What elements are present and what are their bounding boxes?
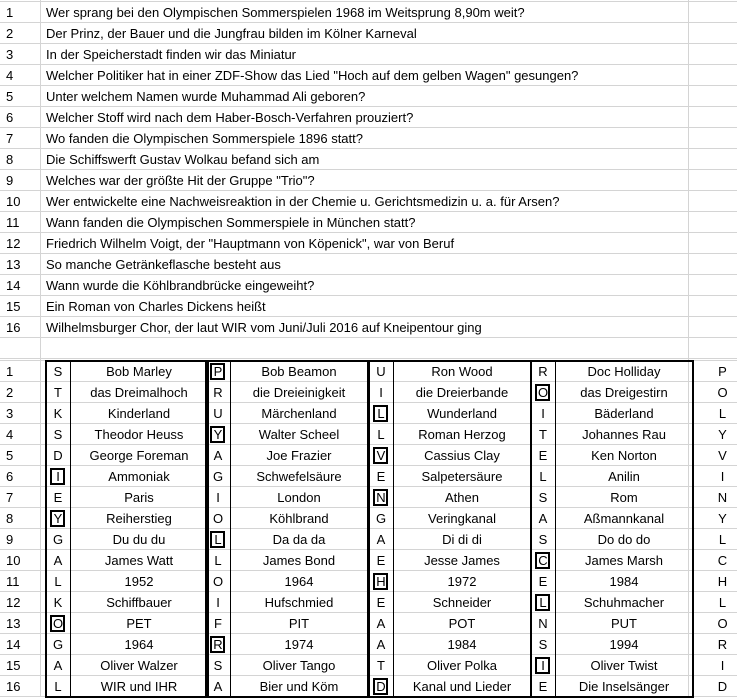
option-letter[interactable]: O [212, 574, 224, 589]
option-letter[interactable]: D [376, 679, 386, 694]
question-row [0, 2, 737, 23]
option-answer[interactable]: Köhlbrand [269, 511, 329, 526]
question-row [0, 212, 737, 233]
option-letter[interactable]: R [213, 637, 223, 652]
option-letter[interactable]: N [376, 490, 386, 505]
question-row [0, 149, 737, 170]
correct-letter-box [535, 552, 550, 569]
answer-number[interactable]: 5 [6, 448, 14, 463]
solution-letter[interactable]: Y [718, 511, 727, 526]
option-letter[interactable]: D [53, 448, 63, 463]
option-answer[interactable]: Schwefelsäure [256, 469, 342, 484]
question-text[interactable]: Wer entwickelte eine Nachweisreaktion in der Chemie u. Gerichtsmedizin u. a. für Arsen? [46, 194, 560, 209]
option-letter[interactable]: S [538, 490, 548, 505]
option-answer[interactable]: Doc Holliday [587, 364, 661, 379]
option-letter[interactable]: E [538, 679, 548, 694]
option-letter[interactable]: I [379, 385, 383, 400]
answer-number[interactable]: 15 [6, 658, 21, 673]
answer-number[interactable]: 12 [6, 595, 21, 610]
option-letter[interactable]: U [376, 364, 386, 379]
option-answer[interactable]: Johannes Rau [582, 427, 666, 442]
option-answer[interactable]: Rom [610, 490, 638, 505]
option-answer[interactable]: Schneider [432, 595, 492, 610]
option-answer[interactable]: das Dreimalhoch [90, 385, 188, 400]
option-letter[interactable]: S [53, 364, 63, 379]
option-answer[interactable]: PET [126, 616, 152, 631]
option-letter[interactable]: S [213, 658, 223, 673]
question-number[interactable]: 10 [6, 194, 21, 209]
option-letter[interactable]: L [214, 553, 222, 568]
question-number[interactable]: 4 [6, 68, 14, 83]
answer-number[interactable]: 2 [6, 385, 14, 400]
option-answer[interactable]: Schiffbauer [106, 595, 172, 610]
option-letter[interactable]: A [213, 448, 223, 463]
question-text[interactable]: Unter welchem Namen wurde Muhammad Ali geboren? [46, 89, 366, 104]
option-answer[interactable]: Ken Norton [591, 448, 657, 463]
answer-number[interactable]: 7 [6, 490, 14, 505]
question-row [0, 107, 737, 128]
answer-number[interactable]: 16 [6, 679, 21, 694]
option-letter[interactable]: G [52, 637, 64, 652]
question-number[interactable]: 3 [6, 47, 14, 62]
question-row [0, 275, 737, 296]
option-answer[interactable]: PUT [611, 616, 637, 631]
option-answer[interactable]: Aßmannkanal [583, 511, 665, 526]
question-number[interactable]: 8 [6, 152, 14, 167]
option-answer[interactable]: Oliver Tango [262, 658, 336, 673]
option-answer[interactable]: Athen [445, 490, 479, 505]
answer-row [0, 403, 737, 424]
option-answer[interactable]: POT [448, 616, 476, 631]
gridline-horizontal [0, 358, 737, 359]
option-answer[interactable]: 1972 [447, 574, 477, 589]
option-letter[interactable]: A [53, 658, 63, 673]
question-row [0, 317, 737, 338]
question-text[interactable]: Der Prinz, der Bauer und die Jungfrau bilden im Kölner Karneval [46, 26, 417, 41]
question-text[interactable]: Welcher Stoff wird nach dem Haber-Bosch-Verfahren prouziert? [46, 110, 414, 125]
option-letter[interactable]: C [538, 553, 548, 568]
question-text[interactable]: Wann wurde die Köhlbrandbrücke eingeweiht? [46, 278, 315, 293]
option-answer[interactable]: Bob Marley [106, 364, 172, 379]
option-answer[interactable]: 1964 [124, 637, 154, 652]
option-letter[interactable]: N [538, 616, 548, 631]
option-answer[interactable]: Märchenland [261, 406, 337, 421]
question-row [0, 233, 737, 254]
option-letter[interactable]: L [377, 406, 385, 421]
option-letter[interactable]: K [53, 406, 63, 421]
answer-number[interactable]: 4 [6, 427, 14, 442]
option-answer[interactable]: Salpetersäure [421, 469, 503, 484]
correct-letter-box [210, 363, 225, 380]
question-number[interactable]: 6 [6, 110, 14, 125]
option-answer[interactable]: Wunderland [427, 406, 497, 421]
question-text[interactable]: Welcher Politiker hat in einer ZDF-Show das Lied "Hoch auf dem gelben Wagen" gesungen? [46, 68, 579, 83]
correct-letter-box [373, 489, 388, 506]
option-letter[interactable]: K [53, 595, 63, 610]
option-answer[interactable]: 1984 [609, 574, 639, 589]
question-number[interactable]: 16 [6, 320, 21, 335]
option-answer[interactable]: Do do do [597, 532, 651, 547]
question-text[interactable]: Wilhelmsburger Chor, der laut WIR vom Juni/Juli 2016 auf Kneipentour ging [46, 320, 482, 335]
answer-row [0, 550, 737, 571]
solution-letter[interactable]: C [717, 553, 728, 568]
answer-row [0, 529, 737, 550]
option-letter[interactable]: I [216, 595, 220, 610]
option-letter[interactable]: H [376, 574, 386, 589]
option-letter[interactable]: R [538, 364, 548, 379]
option-answer[interactable]: PIT [288, 616, 310, 631]
answer-number[interactable]: 11 [6, 574, 20, 589]
option-answer[interactable]: Anilin [608, 469, 640, 484]
answer-row [0, 655, 737, 676]
option-letter[interactable]: E [538, 448, 548, 463]
option-letter[interactable]: L [377, 427, 385, 442]
option-answer[interactable]: 1952 [124, 574, 154, 589]
solution-letter[interactable]: I [720, 469, 725, 484]
solution-letter[interactable]: R [717, 637, 728, 652]
answer-number[interactable]: 1 [6, 364, 14, 379]
solution-letter[interactable]: V [718, 448, 727, 463]
option-answer[interactable]: Schuhmacher [583, 595, 665, 610]
solution-letter[interactable]: I [720, 658, 725, 673]
option-letter[interactable]: A [376, 532, 386, 547]
option-answer[interactable]: Di di di [442, 532, 482, 547]
correct-letter-box [373, 405, 388, 422]
answer-row [0, 676, 737, 697]
option-answer[interactable]: Theodor Heuss [94, 427, 184, 442]
option-letter[interactable]: S [538, 532, 548, 547]
correct-letter-box [50, 510, 65, 527]
answer-row [0, 508, 737, 529]
option-answer[interactable]: Da da da [272, 532, 326, 547]
option-letter[interactable]: L [54, 574, 62, 589]
option-letter[interactable]: I [541, 658, 545, 673]
question-number[interactable]: 1 [6, 5, 14, 20]
option-letter[interactable]: A [376, 616, 386, 631]
correct-letter-box [535, 657, 550, 674]
answer-number[interactable]: 9 [6, 532, 14, 547]
solution-letter[interactable]: O [717, 385, 728, 400]
solution-letter[interactable]: Y [718, 427, 727, 442]
option-answer[interactable]: Walter Scheel [258, 427, 340, 442]
question-text[interactable]: Welches war der größte Hit der Gruppe "Trio"? [46, 173, 315, 188]
option-answer[interactable]: Bäderland [594, 406, 654, 421]
option-answer[interactable]: Veringkanal [428, 511, 496, 526]
correct-letter-box [50, 615, 65, 632]
option-answer[interactable]: Jesse James [424, 553, 500, 568]
option-letter[interactable]: F [214, 616, 222, 631]
question-text[interactable]: Die Schiffswerft Gustav Wolkau befand sich am [46, 152, 320, 167]
option-answer[interactable]: London [277, 490, 321, 505]
option-letter[interactable]: E [376, 469, 386, 484]
option-letter[interactable]: O [52, 616, 64, 631]
solution-letter[interactable]: L [718, 532, 727, 547]
option-letter[interactable]: T [539, 427, 547, 442]
answer-row [0, 361, 737, 382]
correct-letter-box [50, 468, 65, 485]
option-answer[interactable]: Kinderland [107, 406, 171, 421]
question-row [0, 296, 737, 317]
question-text[interactable]: So manche Getränkeflasche besteht aus [46, 257, 281, 272]
question-row [0, 254, 737, 275]
option-letter[interactable]: V [376, 448, 386, 463]
option-answer[interactable]: Paris [124, 490, 154, 505]
answer-row [0, 592, 737, 613]
question-number[interactable]: 11 [6, 215, 20, 230]
question-number[interactable]: 15 [6, 299, 21, 314]
question-text[interactable]: Friedrich Wilhelm Voigt, der "Hauptmann von Köpenick", war von Beruf [46, 236, 455, 251]
option-letter[interactable]: A [53, 553, 63, 568]
answer-number[interactable]: 3 [6, 406, 14, 421]
option-answer[interactable]: Ron Wood [431, 364, 493, 379]
option-letter[interactable]: E [538, 574, 548, 589]
option-letter[interactable]: L [214, 532, 222, 547]
option-answer[interactable]: Roman Herzog [418, 427, 506, 442]
question-number[interactable]: 7 [6, 131, 14, 146]
option-letter[interactable]: G [52, 532, 64, 547]
option-letter[interactable]: A [538, 511, 548, 526]
solution-letter[interactable]: D [717, 679, 728, 694]
answer-row [0, 445, 737, 466]
question-number[interactable]: 2 [6, 26, 14, 41]
solution-letter[interactable]: L [718, 406, 727, 421]
question-number[interactable]: 13 [6, 257, 21, 272]
option-answer[interactable]: die Dreieinigkeit [252, 385, 346, 400]
answer-number[interactable]: 10 [6, 553, 21, 568]
question-row [0, 191, 737, 212]
option-letter[interactable]: T [377, 658, 385, 673]
option-letter[interactable]: O [537, 385, 549, 400]
option-letter[interactable]: L [539, 595, 547, 610]
option-letter[interactable]: P [213, 364, 223, 379]
answer-row [0, 571, 737, 592]
option-answer[interactable]: Oliver Twist [590, 658, 658, 673]
option-answer[interactable]: Joe Frazier [266, 448, 332, 463]
option-answer[interactable]: 1994 [609, 637, 639, 652]
option-letter[interactable]: O [212, 511, 224, 526]
question-text[interactable]: Wer sprang bei den Olympischen Sommerspielen 1968 im Weitsprung 8,90m weit? [46, 5, 525, 20]
option-answer[interactable]: die Dreierbande [415, 385, 509, 400]
answer-row [0, 466, 737, 487]
correct-letter-box [210, 636, 225, 653]
question-number[interactable]: 5 [6, 89, 14, 104]
option-letter[interactable]: E [53, 490, 63, 505]
correct-letter-box [373, 573, 388, 590]
option-letter[interactable]: T [54, 385, 62, 400]
question-row [0, 44, 737, 65]
option-answer[interactable]: Ammoniak [108, 469, 170, 484]
option-answer[interactable]: Bob Beamon [261, 364, 337, 379]
solution-letter[interactable]: L [718, 595, 727, 610]
question-row [0, 65, 737, 86]
option-letter[interactable]: G [375, 511, 387, 526]
question-row [0, 170, 737, 191]
question-number[interactable]: 14 [6, 278, 21, 293]
option-answer[interactable]: James Bond [262, 553, 336, 568]
answer-number[interactable]: 6 [6, 469, 14, 484]
correct-letter-box [535, 384, 550, 401]
option-letter[interactable]: A [376, 637, 386, 652]
question-row [0, 86, 737, 107]
option-letter[interactable]: A [213, 679, 223, 694]
option-answer[interactable]: George Foreman [89, 448, 189, 463]
option-letter[interactable]: Y [53, 511, 63, 526]
option-answer[interactable]: 1984 [447, 637, 477, 652]
answer-number[interactable]: 13 [6, 616, 21, 631]
correct-letter-box [373, 447, 388, 464]
option-answer[interactable]: Cassius Clay [424, 448, 500, 463]
option-answer[interactable]: 1974 [284, 637, 314, 652]
option-letter[interactable]: I [56, 469, 60, 484]
answer-row [0, 382, 737, 403]
option-answer[interactable]: das Dreigestirn [580, 385, 668, 400]
option-answer[interactable]: Reiherstieg [106, 511, 172, 526]
option-letter[interactable]: U [213, 406, 223, 421]
option-letter[interactable]: E [376, 553, 386, 568]
option-letter[interactable]: L [54, 679, 62, 694]
answer-number[interactable]: 8 [6, 511, 14, 526]
option-answer[interactable]: Oliver Polka [426, 658, 498, 673]
option-answer[interactable]: Bier und Köm [259, 679, 339, 694]
answer-row [0, 487, 737, 508]
question-number[interactable]: 12 [6, 236, 21, 251]
question-text[interactable]: Wo fanden die Olympischen Sommerspiele 1896 statt? [46, 131, 363, 146]
correct-letter-box [373, 678, 388, 695]
correct-letter-box [535, 594, 550, 611]
option-letter[interactable]: R [213, 385, 223, 400]
option-letter[interactable]: I [541, 406, 545, 421]
option-answer[interactable]: WIR und IHR [100, 679, 178, 694]
option-letter[interactable]: L [539, 469, 547, 484]
correct-letter-box [210, 426, 225, 443]
option-answer[interactable]: James Watt [104, 553, 174, 568]
option-answer[interactable]: Oliver Walzer [100, 658, 178, 673]
question-text[interactable]: Wann fanden die Olympischen Sommerspiele in München statt? [46, 215, 416, 230]
option-letter[interactable]: E [376, 595, 386, 610]
solution-letter[interactable]: H [717, 574, 728, 589]
correct-letter-box [210, 531, 225, 548]
option-letter[interactable]: I [216, 490, 220, 505]
option-letter[interactable]: Y [213, 427, 223, 442]
option-answer[interactable]: James Marsh [584, 553, 664, 568]
question-row [0, 128, 737, 149]
answer-row [0, 424, 737, 445]
solution-letter[interactable]: P [718, 364, 727, 379]
answer-row [0, 634, 737, 655]
option-letter[interactable]: G [212, 469, 224, 484]
question-number[interactable]: 9 [6, 173, 14, 188]
option-answer[interactable]: Die Inselsänger [578, 679, 670, 694]
question-text[interactable]: Ein Roman von Charles Dickens heißt [46, 299, 266, 314]
answer-number[interactable]: 14 [6, 637, 21, 652]
option-answer[interactable]: Du du du [112, 532, 166, 547]
solution-letter[interactable]: O [717, 616, 728, 631]
option-answer[interactable]: 1964 [284, 574, 314, 589]
solution-letter[interactable]: N [717, 490, 728, 505]
option-letter[interactable]: S [538, 637, 548, 652]
question-row [0, 23, 737, 44]
option-letter[interactable]: S [53, 427, 63, 442]
option-answer[interactable]: Hufschmied [264, 595, 334, 610]
question-text[interactable]: In der Speicherstadt finden wir das Miniatur [46, 47, 297, 62]
answer-row [0, 613, 737, 634]
option-answer[interactable]: Kanal und Lieder [412, 679, 512, 694]
